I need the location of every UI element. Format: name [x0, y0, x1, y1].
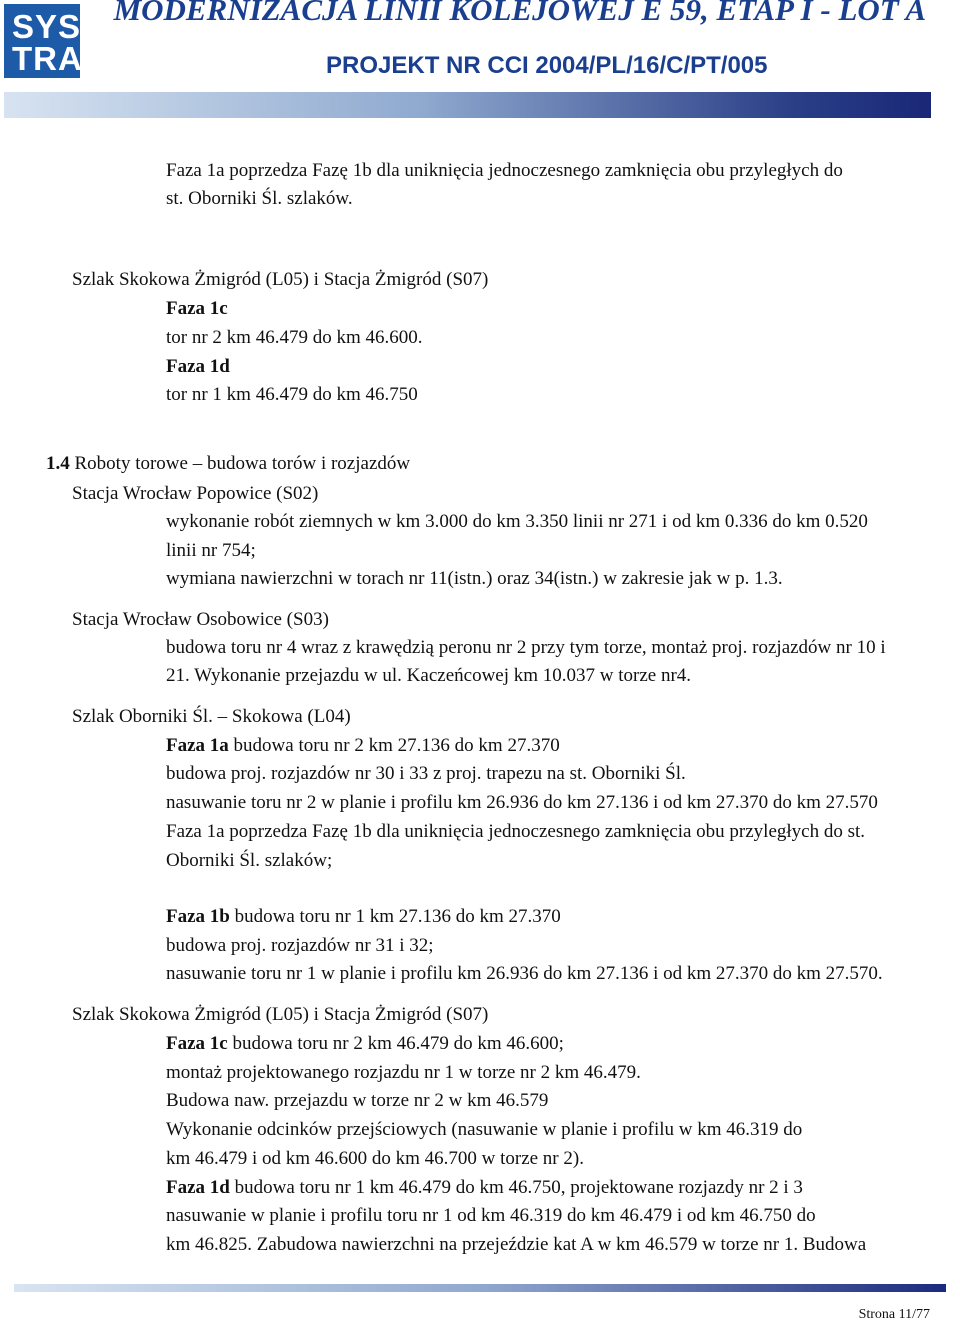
paragraph-line: budowa toru nr 4 wraz z krawędzią peronu nr 2 przy tym torze, montaż proj. rozjazdów nr 10 i: [166, 637, 886, 658]
paragraph-line: nasuwanie toru nr 2 w planie i profilu km 26.936 do km 27.136 i od km 27.370 do km 27.570: [166, 792, 878, 813]
phase-line: [166, 735, 560, 757]
paragraph-line: 21. Wykonanie przejazdu w ul. Kaczeńcowej km 10.037 w torze nr4.: [166, 665, 692, 686]
paragraph-line: nasuwanie w planie i profilu toru nr 1 od km 46.319 do km 46.479 i od km 46.750 do: [166, 1205, 816, 1226]
project-number: PROJEKT NR CCI 2004/PL/16/C/PT/005: [326, 52, 768, 79]
section-title: Roboty torowe – budowa torów i rozjazdów: [74, 453, 411, 474]
phase-text: budowa toru nr 2 km 27.136 do km 27.370: [228, 735, 560, 756]
paragraph-line: montaż projektowanego rozjazdu nr 1 w torze nr 2 km 46.479.: [166, 1062, 641, 1083]
document-title: MODERNIZACJA LINII KOLEJOWEJ E 59, ETAP I - LOT A: [113, 0, 926, 27]
paragraph-line: Wykonanie odcinków przejściowych (nasuwanie w planie i profilu w km 46.319 do: [166, 1119, 803, 1140]
phase-label: Faza 1d: [166, 1177, 230, 1198]
phase-line: [166, 906, 561, 928]
paragraph-line: Oborniki Śl. szlaków;: [166, 850, 333, 871]
page-number: Strona 11/77: [858, 1307, 930, 1322]
logo-text-line2: TRA: [12, 40, 83, 77]
phase-line: [166, 1177, 803, 1199]
paragraph-line: st. Oborniki Śl. szlaków.: [166, 188, 353, 209]
phase-text: budowa toru nr 2 km 46.479 do km 46.600;: [227, 1033, 564, 1054]
section-number-heading: [46, 453, 410, 475]
paragraph-line: tor nr 1 km 46.479 do km 46.750: [166, 384, 418, 405]
section-heading: Szlak Oborniki Śl. – Skokowa (L04): [72, 706, 351, 727]
paragraph-line: nasuwanie toru nr 1 w planie i profilu km 26.936 do km 27.136 i od km 27.370 do km 27.570.: [166, 963, 883, 984]
paragraph-line: Budowa naw. przejazdu w torze nr 2 w km 46.579: [166, 1090, 549, 1111]
paragraph-line: km 46.479 i od km 46.600 do km 46.700 w torze nr 2).: [166, 1148, 584, 1169]
paragraph-line: wymiana nawierzchni w torach nr 11(istn.) oraz 34(istn.) w zakresie jak w p. 1.3.: [166, 568, 783, 589]
section-heading: Szlak Skokowa Żmigród (L05) i Stacja Żmigród (S07): [72, 1004, 489, 1025]
paragraph-line: budowa proj. rozjazdów nr 31 i 32;: [166, 935, 434, 956]
paragraph-line: budowa proj. rozjazdów nr 30 i 33 z proj. trapezu na st. Oborniki Śl.: [166, 763, 686, 784]
paragraph-line: km 46.825. Zabudowa nawierzchni na przejeździe kat A w km 46.579 w torze nr 1. Budowa: [166, 1234, 867, 1255]
paragraph-line: Faza 1a poprzedza Fazę 1b dla uniknięcia jednoczesnego zamknięcia obu przyległych do: [166, 160, 843, 181]
footer-gradient-line: [14, 1284, 946, 1292]
phase-label: Faza 1a: [166, 735, 229, 756]
section-heading: Stacja Wrocław Popowice (S02): [72, 483, 319, 504]
phase-line: [166, 1033, 564, 1055]
phase-label: Faza 1c: [166, 1033, 228, 1054]
phase-text: budowa toru nr 1 km 27.136 do km 27.370: [229, 906, 561, 927]
phase-label: Faza 1b: [166, 906, 230, 927]
section-heading: Stacja Wrocław Osobowice (S03): [72, 609, 329, 630]
paragraph-line: Faza 1a poprzedza Fazę 1b dla uniknięcia jednoczesnego zamknięcia obu przyległych do st.: [166, 821, 866, 842]
logo-text-line1: SYS: [12, 8, 82, 45]
phase-label: Faza 1d: [166, 356, 230, 377]
section-heading: Szlak Skokowa Żmigród (L05) i Stacja Żmigród (S07): [72, 269, 489, 290]
paragraph-line: tor nr 2 km 46.479 do km 46.600.: [166, 327, 423, 348]
paragraph-line: wykonanie robót ziemnych w km 3.000 do km 3.350 linii nr 271 i od km 0.336 do km 0.520: [166, 511, 868, 532]
phase-label: Faza 1c: [166, 298, 228, 319]
phase-text: budowa toru nr 1 km 46.479 do km 46.750, projektowane rozjazdy nr 2 i 3: [229, 1177, 803, 1198]
header-gradient-bar: [4, 92, 931, 118]
paragraph-line: linii nr 754;: [166, 540, 256, 561]
section-number: 1.4: [46, 453, 70, 474]
